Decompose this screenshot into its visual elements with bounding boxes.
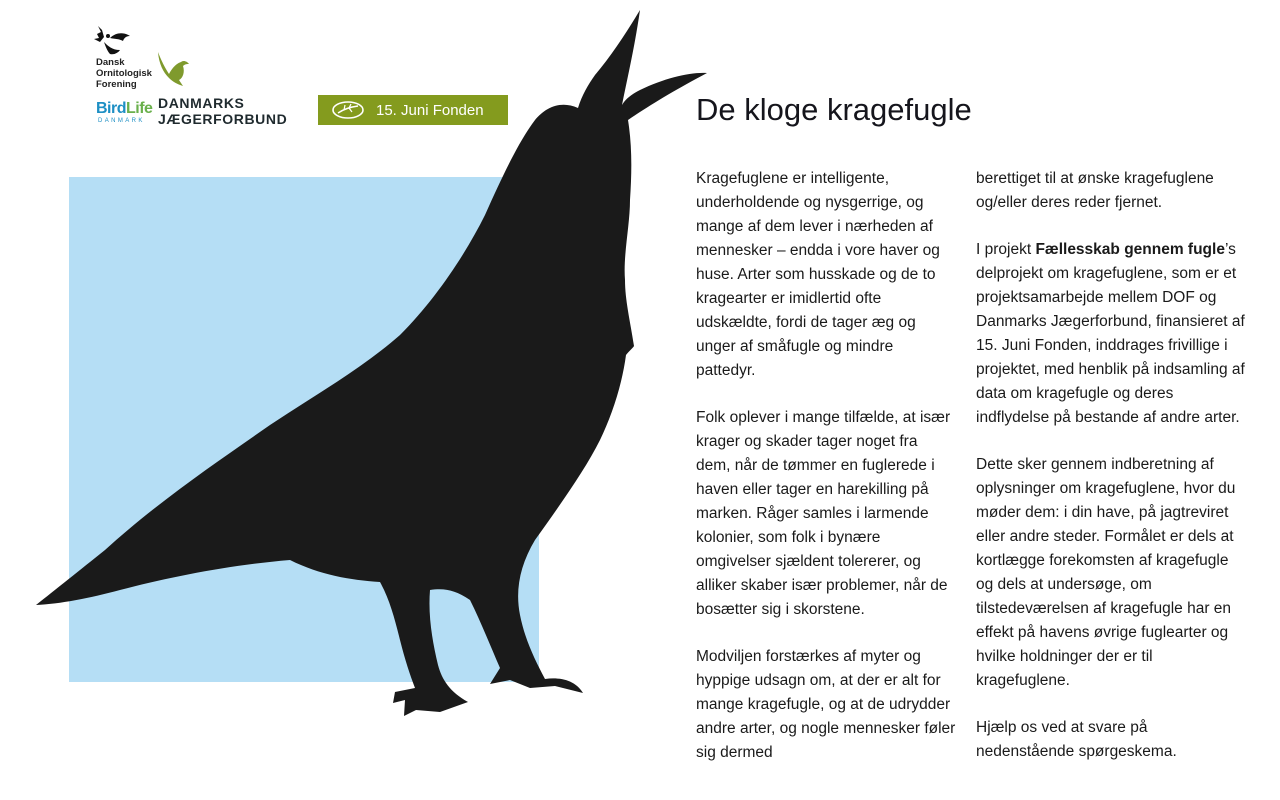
birdlife-bird: Bird (96, 100, 126, 117)
birdlife-country: DANMARK (98, 118, 145, 124)
text-column-left (696, 167, 956, 788)
jaeger-line-1: DANMARKS (158, 95, 245, 111)
jaeger-line-2: JÆGERFORBUND (158, 111, 288, 127)
project-name: Fællesskab gennem fugle (1035, 241, 1225, 258)
dof-line-1: Dansk (96, 57, 125, 68)
dof-line-3: Forening (96, 79, 137, 90)
project-text-start: I projekt (976, 241, 1036, 258)
juni-fonden-label: 15. Juni Fonden (376, 101, 484, 119)
text-column-right (976, 167, 1246, 787)
paragraph-purpose: Dette sker gennem indberetning af oplysninger om kragefuglene, hvor du møder dem: i din have, på jagtreviret eller andre steder. Formålet er dels at kortlægge forekomsten af kragefugle og dels at undersøge, om tilstedeværelsen af kragefugle har en effekt på havens øvrige fuglearter og hvilke holdninger der er til kragefuglene. (976, 456, 1236, 689)
paragraph-problems: Folk oplever i mange tilfælde, at især krager og skader tager noget fra dem, når de tømmer en fuglerede i haven eller tager en harekilling på marken. Råger samles i larmende kolonier, som folk i bynære omgivelser sjældent tolererer, og alliker skaber især problemer, når de bosætter sig i skorstene. (696, 409, 951, 618)
paragraph-myths-cont: berettiget til at ønske kragefuglene og/eller deres reder fjernet. (976, 170, 1214, 211)
paragraph-myths: Modviljen forstærkes af myter og hyppige udsagn om, at der er alt for mange kragefugle, og at de udrydder andre arter, og nogle mennesker føler sig dermed (696, 648, 956, 761)
dof-line-2: Ornitologisk (96, 68, 152, 79)
project-text-rest: ’s delprojekt om kragefuglene, som er et projektsamarbejde mellem DOF og Danmarks Jægerforbund, finansieret af 15. Juni Fonden, inddrages frivillige i projektet, med henblik på indsamling af data om kragefugle og deres indflydelse på bestande af andre arter. (976, 241, 1245, 426)
paragraph-call-to-action: Hjælp os ved at svare på nedenstående spørgeskema. (976, 719, 1177, 760)
birdlife-life: Life (126, 100, 153, 117)
page-title: De kloge kragefugle (696, 92, 972, 127)
paragraph-intro: Kragefuglene er intelligente, underholdende og nysgerrige, og mange af dem lever i nærheden af mennesker – endda i vore haver og huse. Arter som husskade og de to kragearter er imidlertid ofte udskældte, fordi de tager æg og unger af småfugle og mindre pattedyr. (696, 170, 940, 379)
paragraph-project (976, 238, 1246, 430)
